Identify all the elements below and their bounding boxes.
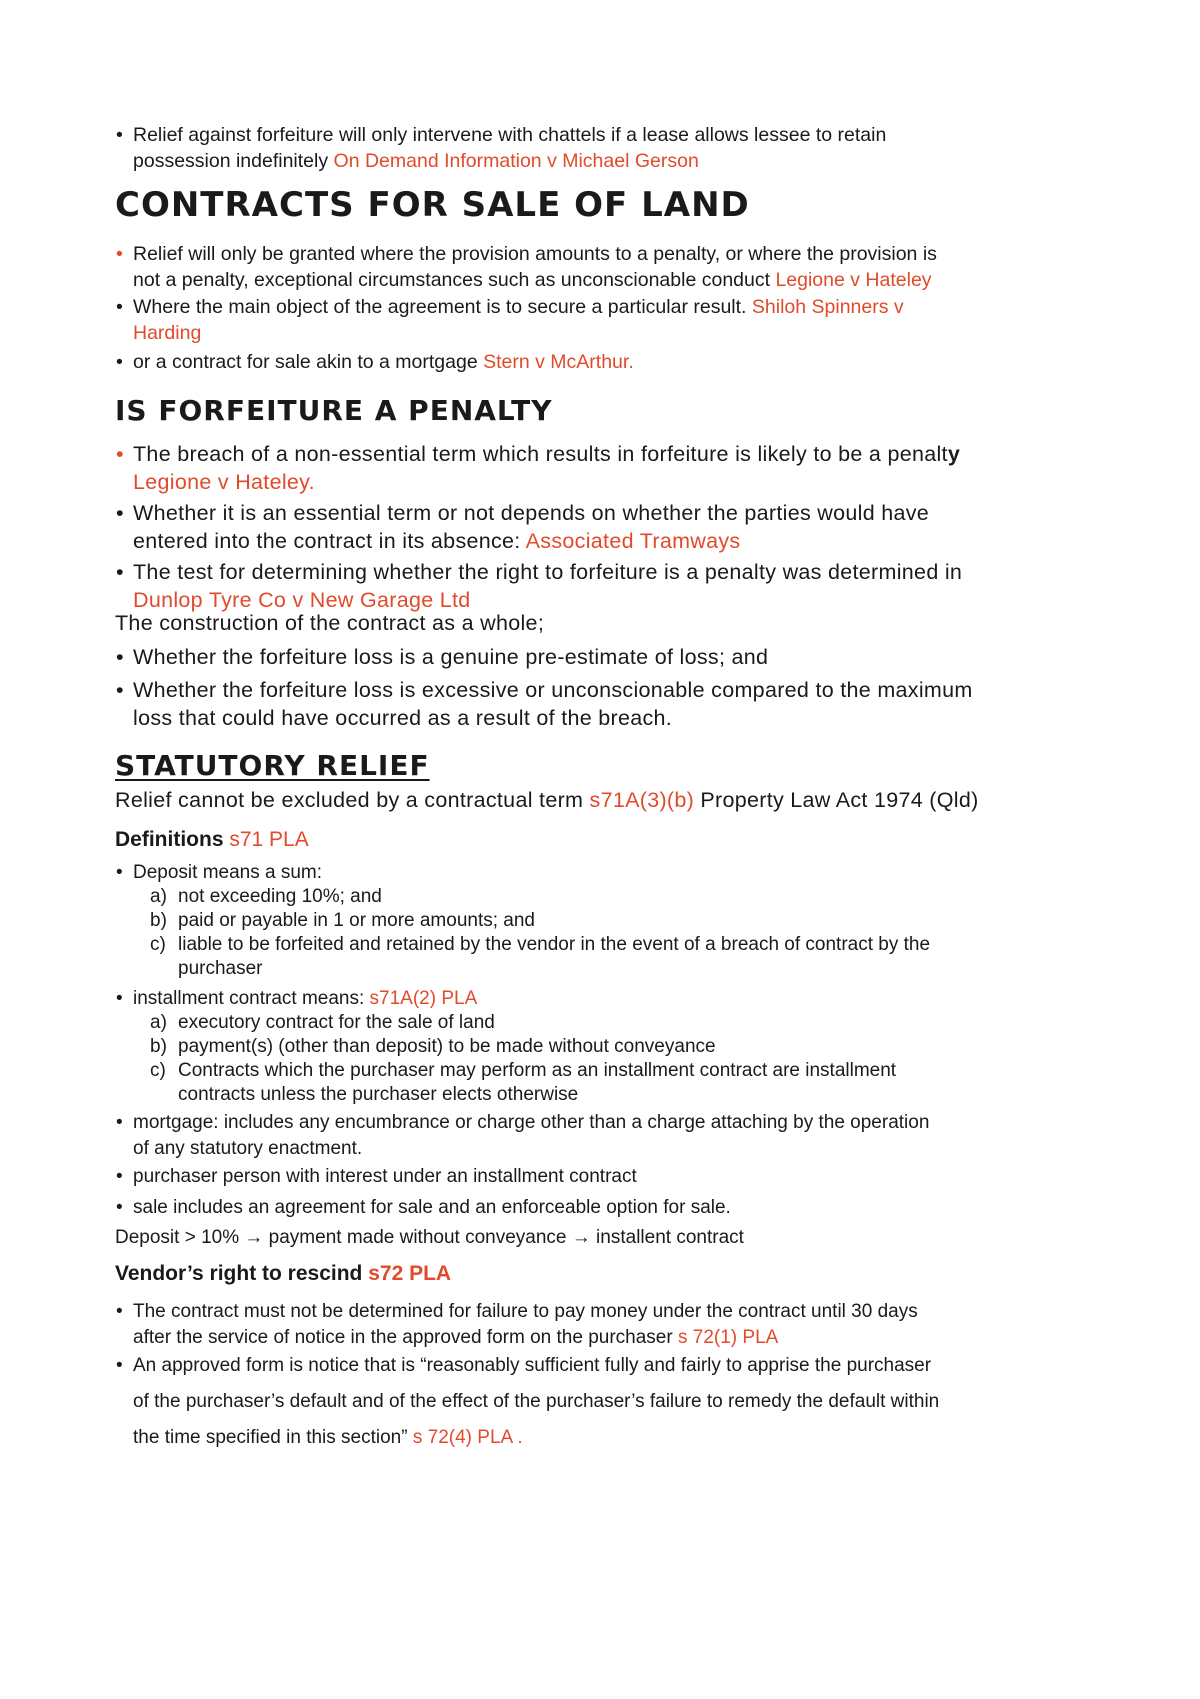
paragraph-text: installment contract means: [133,988,370,1009]
section-citation: s 72(4) PLA . [412,1427,523,1448]
section-heading-penalty: IS FORFEITURE A PENALTY [115,394,553,427]
section-citation: s 72(1) PLA [677,1327,779,1348]
paragraph-text: loss that could have occurred as a result of the breach. [133,706,673,730]
case-citation: Stern v McArthur. [483,351,634,373]
bullet-icon: • [116,351,123,373]
paragraph-text: mortgage: includes any encumbrance or charge other than a charge attaching by the operation [133,1112,930,1133]
paragraph-text: Property Law Act 1974 (Qld) [694,788,979,812]
paragraph-text: Whether the forfeiture loss is excessive or unconscionable compared to the maximum [133,678,973,702]
intro-line-2: possession indefinitely [133,150,334,172]
bullet-icon: • [116,442,124,466]
intro-line-1: Relief against forfeiture will only intervene with chattels if a lease allows lessee to retain [133,124,887,146]
bullet-icon: • [116,124,123,146]
case-citation: On Demand Information v Michael Gerson [333,150,699,172]
case-citation: Harding [133,322,202,344]
case-citation: Shiloh Spinners v [751,296,904,318]
paragraph-text: The construction of the contract as a whole; [115,611,545,635]
paragraph-text: Whether the forfeiture loss is a genuine pre-estimate of loss; and [133,645,769,669]
bullet-icon: • [116,988,123,1009]
paragraph-text: purchaser person with interest under an installment contract [133,1166,637,1187]
bullet-icon: • [116,1355,123,1376]
subheading-text: Definitions [115,828,230,851]
paragraph-text: Deposit means a sum: [133,862,323,883]
paragraph-text: the time specified in this section” [133,1427,413,1448]
section-citation: s71A(2) PLA [369,988,478,1009]
bullet-icon: • [116,1112,123,1133]
paragraph-text: Whether it is an essential term or not depends on whether the parties would have [133,501,930,525]
bullet-icon: • [116,645,124,669]
bullet-icon: • [116,501,124,525]
case-citation: Dunlop Tyre Co v New Garage Ltd [133,588,471,612]
section-heading-statutory: STATUTORY RELIEF [115,749,430,782]
paragraph-text: Where the main object of the agreement is to secure a particular result. [133,296,752,318]
paragraph-text: not exceeding 10%; and [178,886,382,907]
list-marker: b) [150,910,167,931]
section-citation: s71 PLA [229,828,309,851]
bullet-icon: • [116,1166,123,1187]
paragraph-text: An approved form is notice that is “reasonably sufficient fully and fairly to apprise the purchaser [133,1355,932,1376]
paragraph-text: The contract must not be determined for failure to pay money under the contract until 30 days [133,1301,918,1322]
list-marker: a) [150,886,167,907]
paragraph-text: Relief will only be granted where the provision amounts to a penalty, or where the provision is [133,243,937,265]
paragraph-text: executory contract for the sale of land [178,1012,495,1033]
flow-summary: Deposit > 10% → payment made without conveyance → installent contract [115,1227,744,1248]
section-citation: s72 PLA [368,1262,452,1285]
paragraph-text-bold: y [947,442,961,466]
list-marker: a) [150,1012,167,1033]
bullet-icon: • [116,862,123,883]
paragraph-text: contracts unless the purchaser elects otherwise [178,1084,579,1105]
section-heading-contracts-sale: CONTRACTS FOR SALE OF LAND [115,185,750,225]
paragraph-text: sale includes an agreement for sale and an enforceable option for sale. [133,1197,731,1218]
paragraph-text: liable to be forfeited and retained by the vendor in the event of a breach of contract by the [178,934,931,955]
case-citation: Legione v Hateley [775,269,932,291]
paragraph-text: or a contract for sale akin to a mortgage [133,351,484,373]
bullet-icon: • [116,1197,123,1218]
subheading-text: Vendor’s right to rescind [115,1262,369,1285]
case-citation: Associated Tramways [525,529,741,553]
paragraph-text: paid or payable in 1 or more amounts; and [178,910,535,931]
list-marker: b) [150,1036,167,1057]
paragraph-text: not a penalty, exceptional circumstances such as unconscionable conduct [133,269,776,291]
bullet-icon: • [116,560,124,584]
paragraph-text: Relief cannot be excluded by a contractual term [115,788,590,812]
paragraph-text: of any statutory enactment. [133,1138,363,1159]
paragraph-text: purchaser [178,958,263,979]
section-citation: s71A(3)(b) [589,788,695,812]
paragraph-text: payment(s) (other than deposit) to be made without conveyance [178,1036,716,1057]
bullet-icon: • [116,243,123,265]
paragraph-text: entered into the contract in its absence: [133,529,526,553]
list-marker: c) [150,934,166,955]
paragraph-text [115,786,979,814]
paragraph-text: The test for determining whether the right to forfeiture is a penalty was determined in [133,560,963,584]
subheading-definitions [115,826,309,854]
case-citation: Legione v Hateley. [133,470,315,494]
paragraph-text: The breach of a non-essential term which results in forfeiture is likely to be a penalt [133,442,948,466]
subheading-vendor-rescind [115,1260,451,1288]
bullet-icon: • [116,296,123,318]
paragraph-text: after the service of notice in the approved form on the purchaser [133,1327,678,1348]
paragraph-text: Contracts which the purchaser may perform as an installment contract are installment [178,1060,897,1081]
bullet-icon: • [116,678,124,702]
paragraph-text: of the purchaser’s default and of the effect of the purchaser’s failure to remedy the default within [133,1391,940,1412]
bullet-icon: • [116,1301,123,1322]
list-marker: c) [150,1060,166,1081]
